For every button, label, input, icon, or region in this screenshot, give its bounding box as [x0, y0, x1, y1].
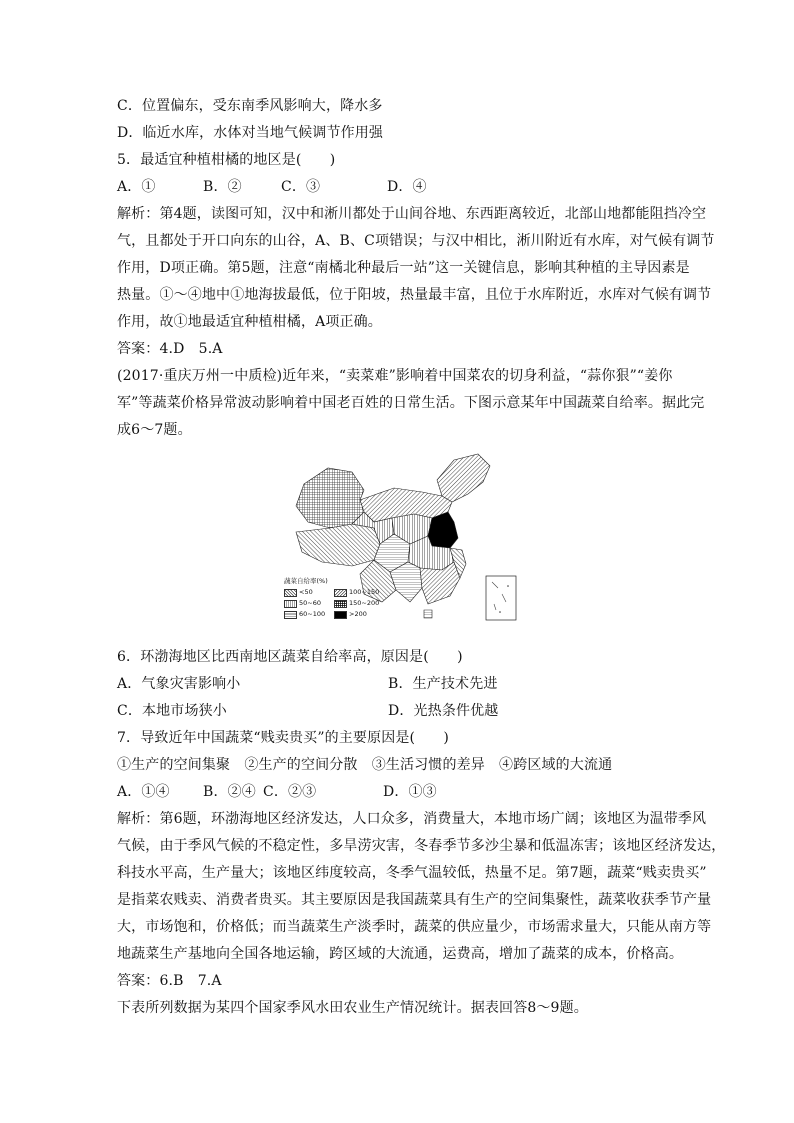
legend-label: 150~200	[349, 599, 380, 607]
q5-option-b: B．②	[203, 179, 242, 195]
q7-option-d: D．①③	[383, 784, 437, 800]
map-legend	[284, 576, 384, 620]
legend-swatch	[334, 600, 347, 608]
analysis-line: 热量。①～④地中①地海拔最低，位于阳坡，热量最丰富，且位于水库附近，水库对气候有调节	[117, 287, 712, 303]
answer-4-5: 答案：4.D 5.A	[117, 341, 223, 357]
legend-label: 100~150	[349, 588, 380, 596]
analysis-line: 科技水平高，生产量大；该地区纬度较高，冬季气温较低，热量不足。第7题，蔬菜“贱卖贵买”	[117, 865, 707, 881]
legend-swatch	[334, 611, 347, 619]
china-vegetable-map	[282, 452, 532, 640]
intro-line: 成6～7题。	[117, 422, 192, 438]
analysis-line: 气候，由于季风气候的不稳定性，多旱涝灾害，冬春季节多沙尘暴和低温冻害；该地区经济发达，	[117, 838, 726, 854]
analysis-line: 作用，故①地最适宜种植柑橘，A项正确。	[117, 314, 382, 330]
q6-option-b: B．生产技术先进	[388, 676, 498, 692]
q7-option-a: A．①④	[117, 784, 170, 800]
legend-label: 60~100	[299, 610, 326, 618]
analysis-line: 作用，D项正确。第5题，注意“南橘北种最后一站”这一关键信息，影响其种植的主导因素是	[117, 260, 690, 276]
legend-label: >200	[349, 610, 367, 618]
q5-option-a: A．①	[117, 179, 156, 195]
legend-swatch	[284, 611, 297, 619]
region-hainan	[424, 610, 432, 618]
analysis-line: 是指菜农贱卖、消费者贵买。其主要原因是我国蔬菜具有生产的空间集聚性，蔬菜收获季节产量	[117, 892, 712, 908]
analysis-line: 地蔬菜生产基地向全国各地运输，跨区域的大流通，运费高，增加了蔬菜的成本，价格高。	[117, 946, 683, 962]
legend-swatch	[334, 589, 347, 597]
legend-title: 蔬菜自给率(%)	[284, 577, 328, 585]
q5-option-c: C．③	[281, 179, 321, 195]
q6-option-c: C．本地市场狭小	[117, 703, 227, 719]
q5-options	[117, 174, 707, 201]
q7-option-b: B．②④	[203, 784, 256, 800]
question-5: 5．最适宜种植柑橘的地区是( )	[117, 152, 336, 168]
q6-option-a: A．气象灾害影响小	[117, 676, 241, 692]
q5-option-d: D．④	[387, 179, 427, 195]
document-page	[117, 93, 726, 1022]
analysis-line: 气，且都处于开口向东的山谷，A、B、C项错误；与汉中相比，淅川附近有水库，对气候有调节	[117, 233, 715, 249]
q7-option-c: C．②③	[263, 784, 317, 800]
intro-line: (2017·重庆万州一中质检)近年来，“卖菜难”影响着中国菜农的切身利益，“蒜你狠”“姜你	[117, 368, 673, 384]
region-northeast	[437, 454, 490, 502]
q4-option-c: C．位置偏东，受东南季风影响大，降水多	[117, 98, 383, 114]
region-xinjiang	[296, 468, 364, 528]
q6-option-d: D．光热条件优越	[388, 703, 499, 719]
answer-6-7: 答案：6.B 7.A	[117, 973, 222, 989]
region-tibet	[296, 524, 380, 566]
legend-label: 50~60	[299, 599, 321, 607]
legend-swatch	[284, 600, 297, 608]
q6-options-row	[117, 698, 707, 725]
question-7: 7．导致近年中国蔬菜“贱卖贵买”的主要原因是( )	[117, 730, 450, 746]
legend-label: <50	[299, 588, 313, 596]
question-6: 6．环渤海地区比西南地区蔬菜自给率高，原因是( )	[117, 649, 463, 665]
analysis-line: 解析：第4题，读图可知，汉中和淅川都处于山间谷地、东西距离较近，北部山地都能阻挡冷空	[117, 206, 707, 222]
q7-options	[117, 779, 707, 806]
intro-line: 军”等蔬菜价格异常波动影响着中国老百姓的日常生活。下图示意某年中国蔬菜自给率。据此完	[117, 395, 705, 411]
q6-options-row	[117, 671, 707, 698]
intro-8-9: 下表所列数据为某四个国家季风水田农业生产情况统计。据表回答8～9题。	[117, 1000, 588, 1016]
analysis-line: 大，市场饱和，价格低；而当蔬菜生产淡季时，蔬菜的供应量少，市场需求量大，只能从南方等	[117, 919, 712, 935]
legend-swatch	[284, 589, 297, 597]
south-china-sea-inset	[486, 576, 516, 620]
q7-items: ①生产的空间集聚 ②生产的空间分散 ③生活习惯的差异 ④跨区域的大流通	[117, 757, 613, 773]
q4-option-d: D．临近水库，水体对当地气候调节作用强	[117, 125, 384, 141]
analysis-line: 解析：第6题，环渤海地区经济发达，人口众多，消费量大，本地市场广阔；该地区为温带季风	[117, 811, 707, 827]
